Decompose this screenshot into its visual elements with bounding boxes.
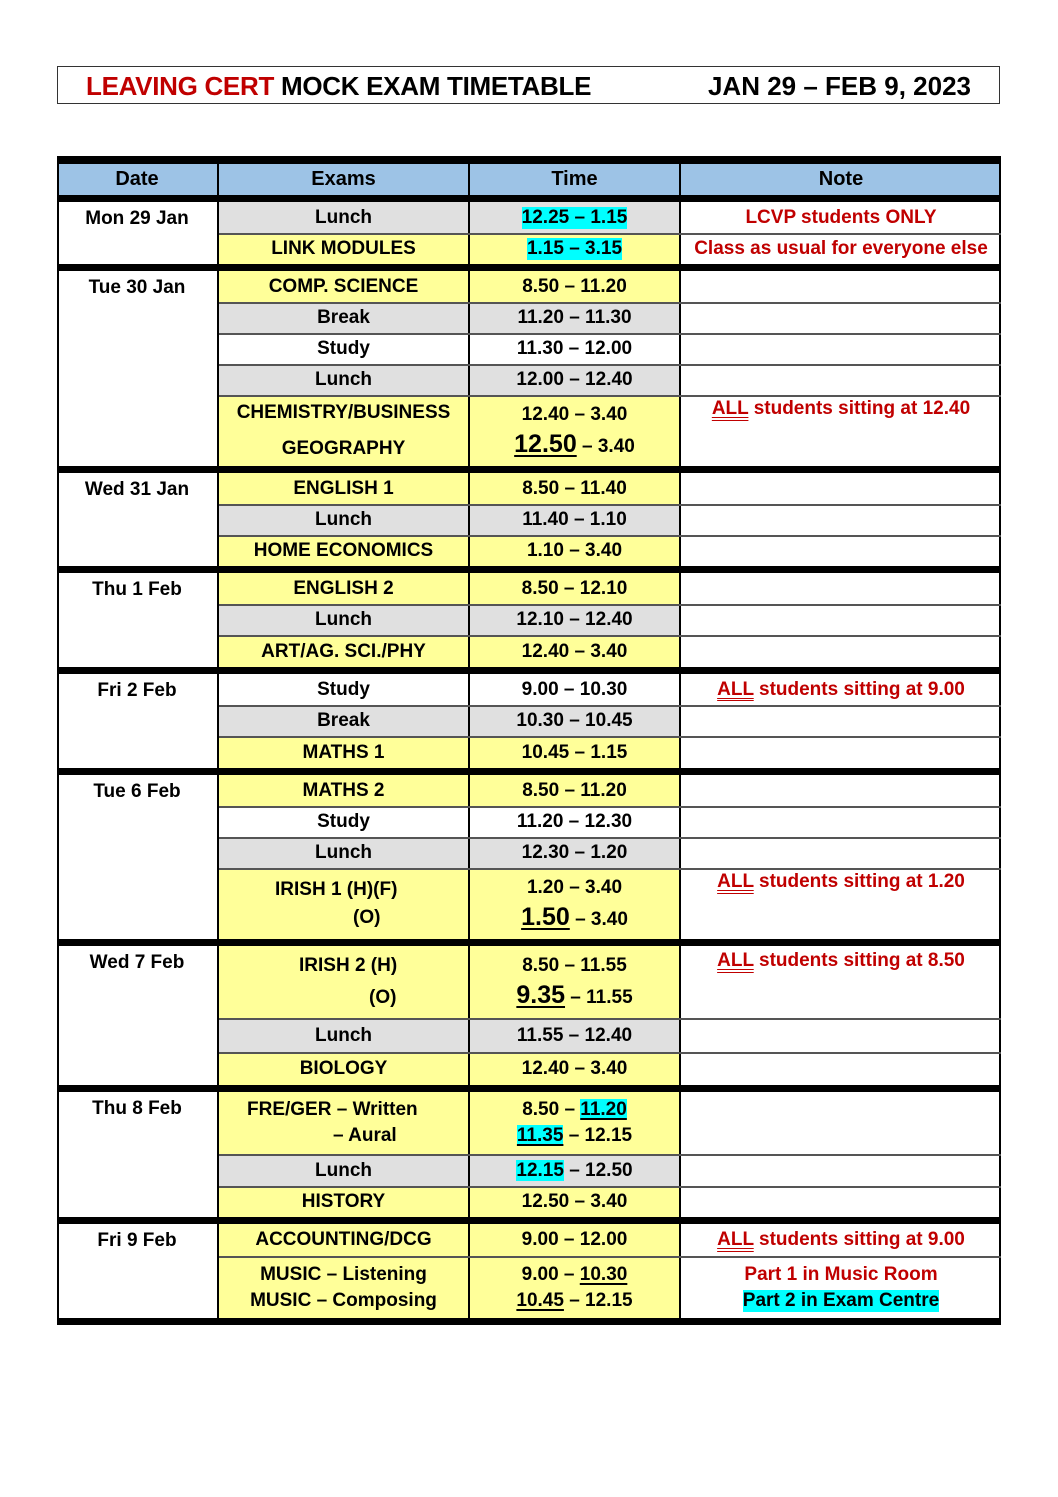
- note-text: students sitting at 9.00: [759, 678, 965, 700]
- note-all: ALL: [711, 398, 749, 419]
- exam-line: (O): [353, 907, 381, 928]
- time-cell: [470, 202, 679, 233]
- exam-cell: HISTORY: [219, 1187, 468, 1217]
- time-cell: 12.50 – 3.40: [470, 1187, 679, 1217]
- column-divider: [679, 156, 681, 1325]
- changed-time: 10.30: [579, 1263, 628, 1285]
- note-text: Part 1 in Music Room: [744, 1263, 938, 1285]
- time-highlight: 12.25 – 1.15: [521, 206, 628, 228]
- exam-cell: LINK MODULES: [219, 234, 468, 264]
- row-divider: [219, 635, 1001, 637]
- column-divider: [468, 156, 470, 1325]
- title-red: LEAVING CERT: [86, 71, 275, 101]
- exam-cell: Lunch: [219, 838, 468, 868]
- note-cell: [681, 1257, 1001, 1318]
- exam-line: – Aural: [333, 1125, 397, 1146]
- time-cell: 12.30 – 1.20: [470, 838, 679, 868]
- time-line: [514, 430, 635, 459]
- date-cell: Wed 7 Feb: [57, 946, 217, 1085]
- note-cell: [681, 807, 1001, 837]
- exam-cell: Break: [219, 706, 468, 736]
- row-divider: [219, 705, 1001, 707]
- note-all: ALL: [717, 871, 754, 892]
- row-divider: [219, 1052, 1001, 1054]
- note-cell: [681, 573, 1001, 604]
- row-divider: [219, 364, 1001, 366]
- row-divider: [219, 837, 1001, 839]
- date-cell: Mon 29 Jan: [57, 202, 217, 264]
- note-text-highlight: Part 2 in Exam Centre: [742, 1289, 940, 1311]
- exam-cell: [219, 396, 468, 466]
- time-end: – 12.15: [568, 1125, 633, 1146]
- note-cell: [681, 271, 1001, 302]
- changed-time: 12.15: [516, 1159, 564, 1181]
- exam-cell: ART/AG. SCI./PHY: [219, 636, 468, 667]
- time-line: [521, 903, 628, 932]
- row-divider: [219, 1186, 1001, 1188]
- time-cell: [470, 1092, 679, 1154]
- time-cell: [470, 1257, 679, 1318]
- border: [57, 566, 1001, 573]
- note-cell: [681, 605, 1001, 635]
- time-end: – 12.15: [569, 1289, 633, 1311]
- note-cell: [681, 1092, 1001, 1154]
- time-cell: 9.00 – 12.00: [470, 1224, 679, 1256]
- time-cell: 8.50 – 11.20: [470, 775, 679, 806]
- time-cell: 10.45 – 1.15: [470, 737, 679, 768]
- note-all: ALL: [717, 678, 754, 700]
- table-border-left: [57, 156, 59, 1325]
- date-cell: Thu 1 Feb: [57, 573, 217, 667]
- note-cell: [681, 838, 1001, 868]
- exam-cell: BIOLOGY: [219, 1053, 468, 1085]
- note-cell: [681, 737, 1001, 768]
- exam-cell: [219, 1092, 468, 1154]
- time-cell: 12.10 – 12.40: [470, 605, 679, 635]
- exam-cell: Lunch: [219, 505, 468, 535]
- row-divider: [219, 806, 1001, 808]
- exam-line: CHEMISTRY/BUSINESS: [236, 402, 451, 423]
- time-end: – 11.55: [570, 986, 633, 1008]
- time-cell: [470, 869, 679, 939]
- note-cell: [681, 365, 1001, 395]
- time-cell: 12.40 – 3.40: [470, 1053, 679, 1085]
- time-line: 12.40 – 3.40: [521, 403, 628, 425]
- note-cell: [681, 775, 1001, 806]
- border: [57, 195, 1001, 202]
- title-dates: JAN 29 – FEB 9, 2023: [707, 71, 971, 101]
- exam-cell: Lunch: [219, 365, 468, 395]
- changed-time: 10.45: [516, 1289, 564, 1311]
- row-divider: [219, 868, 1001, 870]
- time-end: – 3.40: [575, 908, 628, 930]
- date-cell: Fri 2 Feb: [57, 674, 217, 768]
- header-note: Note: [681, 164, 1001, 195]
- exam-cell: ENGLISH 2: [219, 573, 468, 604]
- time-cell: 12.40 – 3.40: [470, 636, 679, 667]
- time-cell: 11.30 – 12.00: [470, 334, 679, 364]
- date-cell: Tue 6 Feb: [57, 775, 217, 939]
- title-black: MOCK EXAM TIMETABLE: [280, 71, 592, 101]
- exam-line: IRISH 2 (H): [299, 955, 398, 976]
- border: [57, 466, 1001, 473]
- border: [57, 1085, 1001, 1092]
- note-cell: [681, 946, 1001, 1018]
- border: [57, 1318, 1001, 1325]
- exam-cell: Lunch: [219, 1019, 468, 1052]
- exam-line: FRE/GER – Written: [247, 1099, 418, 1120]
- time-cell: 9.00 – 10.30: [470, 674, 679, 705]
- header-exams: Exams: [219, 164, 468, 195]
- time-line: 1.20 – 3.40: [526, 876, 623, 898]
- exam-cell: MATHS 2: [219, 775, 468, 806]
- note-cell: [681, 505, 1001, 535]
- row-divider: [219, 535, 1001, 537]
- note-cell: [681, 869, 1001, 939]
- time-cell: [470, 946, 679, 1018]
- exam-line: IRISH 1 (H)(F): [275, 879, 398, 900]
- time-cell: [470, 1155, 679, 1186]
- exam-cell: Study: [219, 807, 468, 837]
- note-cell: [681, 1019, 1001, 1052]
- row-divider: [219, 604, 1001, 606]
- time-highlight: 1.15 – 3.15: [526, 238, 623, 259]
- note-cell: [681, 303, 1001, 333]
- table-border-right: [999, 156, 1001, 1325]
- changed-time: 1.50: [521, 902, 570, 931]
- changed-time: 9.35: [516, 980, 566, 1009]
- exam-line: GEOGRAPHY: [281, 438, 406, 459]
- note-cell: [681, 334, 1001, 364]
- row-divider: [219, 302, 1001, 304]
- time-cell: 10.30 – 10.45: [470, 706, 679, 736]
- time-cell: 11.55 – 12.40: [470, 1019, 679, 1052]
- header-time: Time: [470, 164, 679, 195]
- time-line: [522, 1264, 628, 1286]
- time-cell: 8.50 – 11.40: [470, 473, 679, 504]
- column-divider: [217, 156, 219, 1325]
- note-cell: [681, 396, 1001, 466]
- note-cell: [681, 473, 1001, 504]
- note-cell: [681, 706, 1001, 736]
- time-start: 9.00 –: [521, 1263, 575, 1285]
- row-divider: [219, 1018, 1001, 1020]
- note-cell: [681, 636, 1001, 667]
- time-line: [522, 1099, 627, 1121]
- exam-cell: HOME ECONOMICS: [219, 536, 468, 566]
- time-cell: 11.40 – 1.10: [470, 505, 679, 535]
- time-cell: [470, 396, 679, 466]
- exam-line: MUSIC – Listening: [260, 1263, 427, 1285]
- date-cell: Thu 8 Feb: [57, 1092, 217, 1217]
- row-divider: [219, 395, 1001, 397]
- exam-line: (O): [369, 987, 397, 1008]
- row-divider: [219, 504, 1001, 506]
- note-cell: [681, 674, 1001, 705]
- note-cell: LCVP students ONLY: [681, 202, 1001, 233]
- changed-time: 12.50: [514, 429, 577, 458]
- row-divider: [219, 333, 1001, 335]
- exam-cell: ENGLISH 1: [219, 473, 468, 504]
- exam-cell: [219, 869, 468, 939]
- row-divider: [219, 1256, 1001, 1258]
- exam-cell: ACCOUNTING/DCG: [219, 1224, 468, 1256]
- border: [57, 939, 1001, 946]
- time-line: [516, 981, 632, 1010]
- row-divider: [219, 736, 1001, 738]
- row-divider: [219, 1154, 1001, 1156]
- note-all: ALL: [717, 950, 754, 971]
- time-cell: 12.00 – 12.40: [470, 365, 679, 395]
- time-line: 8.50 – 11.55: [522, 954, 627, 976]
- note-cell: [681, 1155, 1001, 1186]
- time-end: – 12.50: [569, 1159, 633, 1181]
- exam-cell: Lunch: [219, 605, 468, 635]
- date-cell: Fri 9 Feb: [57, 1224, 217, 1318]
- page-title: [86, 71, 591, 102]
- note-text: students sitting at 9.00: [759, 1229, 965, 1250]
- time-end: – 3.40: [582, 435, 635, 457]
- header-date: Date: [57, 164, 217, 195]
- border: [57, 667, 1001, 674]
- exam-cell: [219, 1257, 468, 1318]
- date-cell: Tue 30 Jan: [57, 271, 217, 466]
- changed-time: 11.20: [580, 1099, 627, 1120]
- exam-cell: Study: [219, 334, 468, 364]
- date-cell: Wed 31 Jan: [57, 473, 217, 566]
- time-cell: [470, 234, 679, 264]
- exam-cell: Study: [219, 674, 468, 705]
- border: [57, 1217, 1001, 1224]
- border: [57, 156, 1001, 164]
- exam-cell: Lunch: [219, 202, 468, 233]
- exam-cell: MATHS 1: [219, 737, 468, 768]
- time-start: 8.50 –: [522, 1099, 576, 1120]
- exam-line: MUSIC – Composing: [250, 1289, 437, 1311]
- time-cell: 8.50 – 11.20: [470, 271, 679, 302]
- note-cell: [681, 1224, 1001, 1256]
- note-text: students sitting at 1.20: [759, 871, 965, 892]
- exam-cell: Break: [219, 303, 468, 333]
- note-text: students sitting at 12.40: [753, 398, 971, 419]
- note-all: ALL: [717, 1229, 754, 1250]
- time-cell: 1.10 – 3.40: [470, 536, 679, 566]
- border: [57, 264, 1001, 271]
- exam-cell: Lunch: [219, 1155, 468, 1186]
- note-cell: [681, 1053, 1001, 1085]
- exam-cell: [219, 946, 468, 1018]
- time-cell: 8.50 – 12.10: [470, 573, 679, 604]
- title-box: [57, 66, 1000, 104]
- time-cell: 11.20 – 12.30: [470, 807, 679, 837]
- note-cell: [681, 536, 1001, 566]
- note-cell: Class as usual for everyone else: [681, 234, 1001, 264]
- border: [57, 768, 1001, 775]
- note-text: students sitting at 8.50: [759, 950, 965, 971]
- changed-time: 11.35: [516, 1125, 564, 1146]
- exam-cell: COMP. SCIENCE: [219, 271, 468, 302]
- time-line: [516, 1290, 632, 1312]
- note-cell: [681, 1187, 1001, 1217]
- row-divider: [219, 233, 1001, 235]
- time-line: [517, 1125, 632, 1147]
- time-cell: 11.20 – 11.30: [470, 303, 679, 333]
